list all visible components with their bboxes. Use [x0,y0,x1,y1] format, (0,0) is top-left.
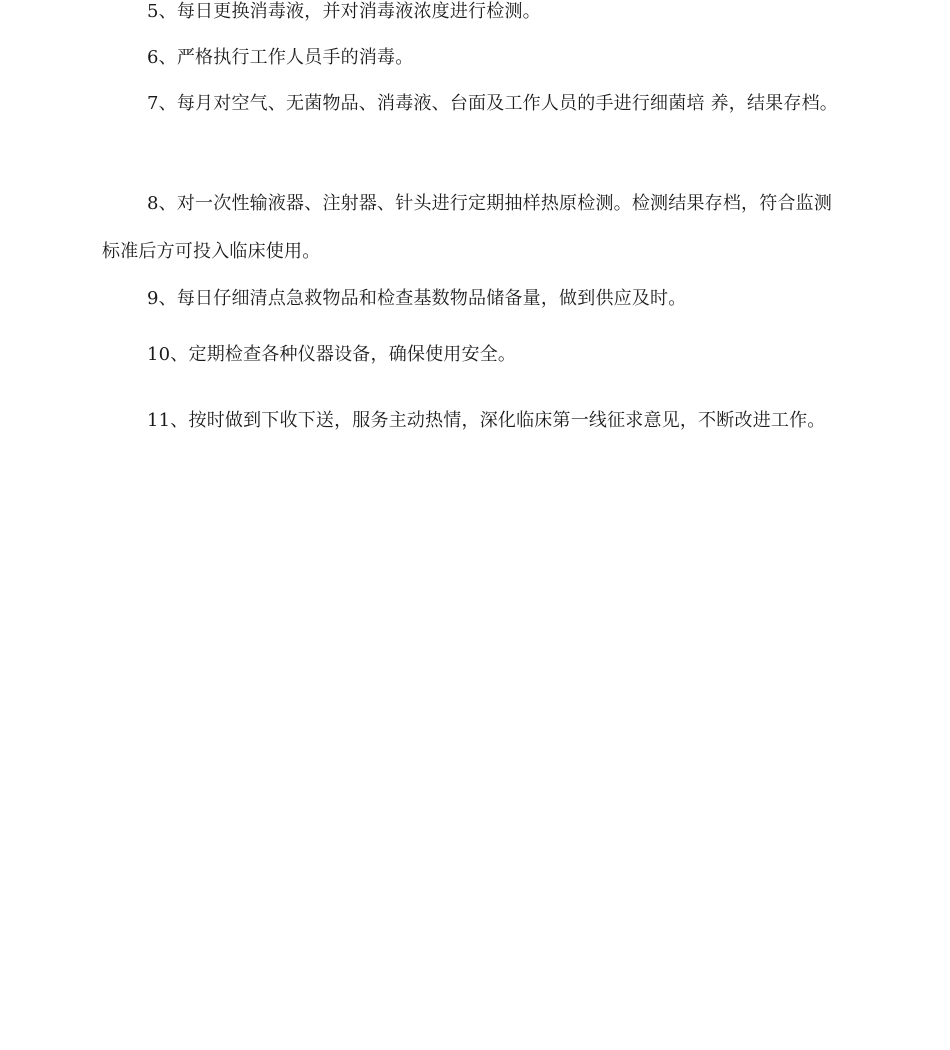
rule-item-11: 11、按时做到下收下送，服务主动热情，深化临床第一线征求意见，不断改进工作。 [147,410,826,431]
rule-item-5: 5、每日更换消毒液，并对消毒液浓度进行检测。 [147,1,541,22]
rule-item-7: 7、每月对空气、无菌物品、消毒液、台面及工作人员的手进行细菌培 养，结果存档。 [147,93,838,114]
rule-item-10: 10、定期检查各种仪器设备，确保使用安全。 [147,344,517,365]
rule-item-9: 9、每日仔细清点急救物品和检查基数物品储备量，做到供应及时。 [147,288,687,309]
rule-item-8: 8、对一次性输液器、注射器、针头进行定期抽样热原检测。检测结果存档，符合监测标准后方可投入临床使用。 [102,193,833,262]
rule-item-6: 6、严格执行工作人员手的消毒。 [147,47,414,68]
